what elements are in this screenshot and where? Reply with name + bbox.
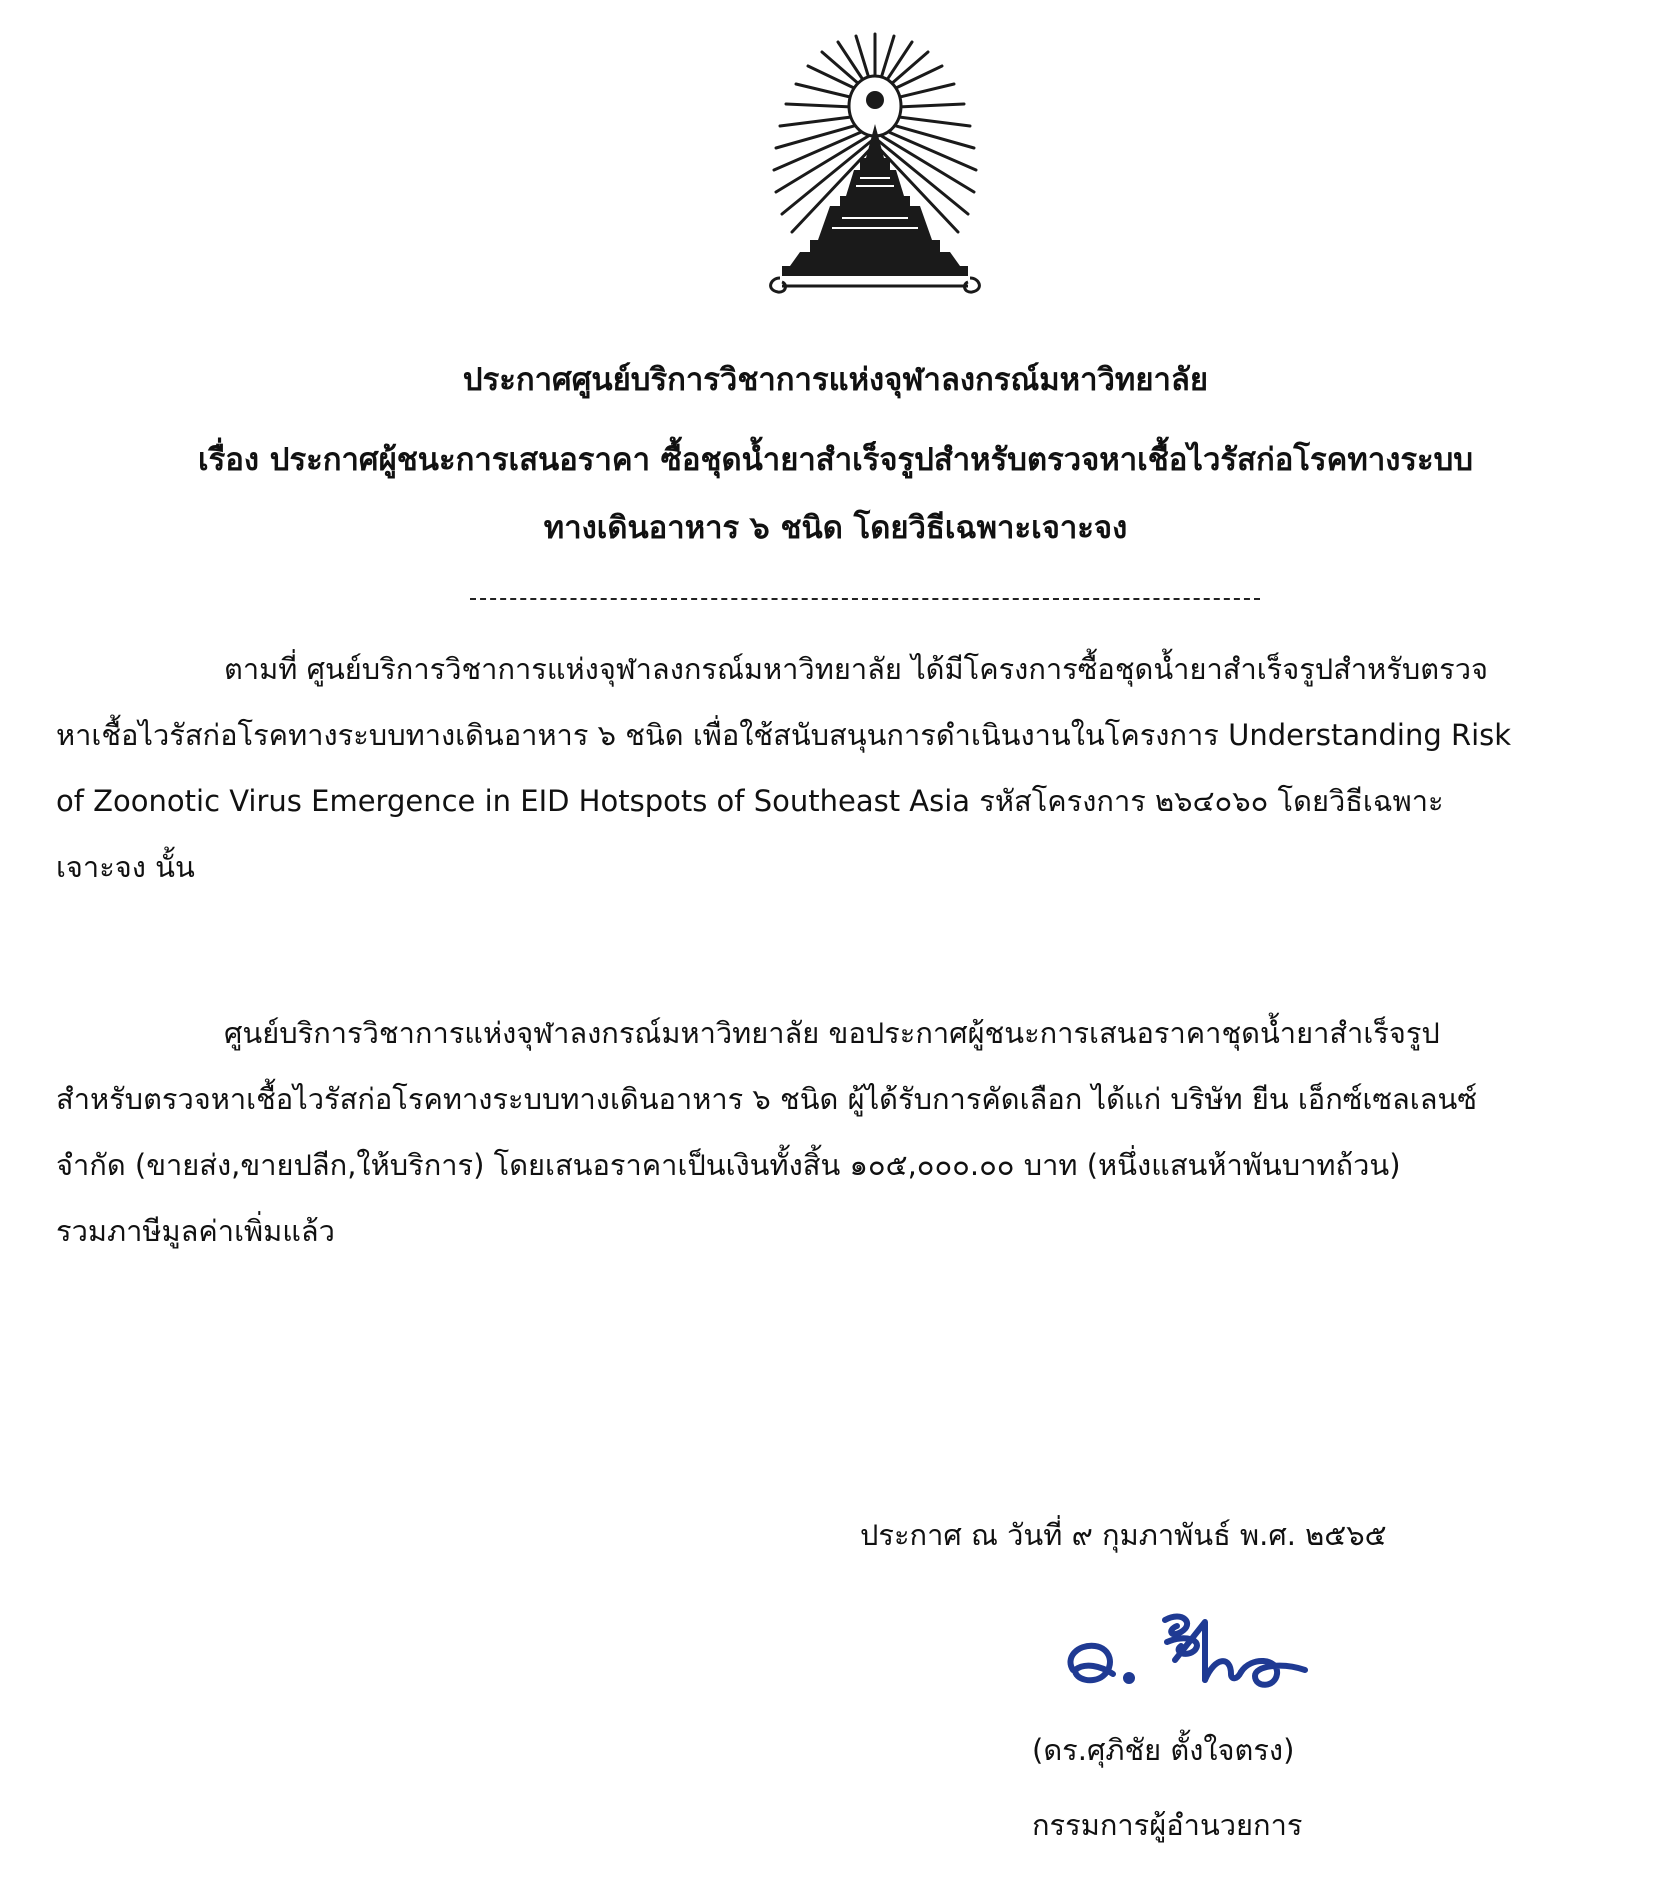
paragraph-line: ศูนย์บริการวิชาการแห่งจุฬาลงกรณ์มหาวิทยาลัย ขอประกาศผู้ชนะการเสนอราคาชุดน้ำยาสำเร็จรูป <box>224 1016 1440 1050</box>
signer-name: (ดร.ศุภิชัย ตั้งใจตรง) <box>1032 1733 1295 1767</box>
phra-kiao-emblem-icon <box>760 28 990 300</box>
university-emblem <box>760 28 990 300</box>
signature-icon <box>1055 1600 1325 1710</box>
announcement-title: ประกาศศูนย์บริการวิชาการแห่งจุฬาลงกรณ์มหาวิทยาลัย <box>462 362 1209 398</box>
paragraph-line: เจาะจง นั้น <box>56 850 195 884</box>
announcement-subject: เรื่อง ประกาศผู้ชนะการเสนอราคา ซื้อชุดน้ำยาสำเร็จรูปสำหรับตรวจหาเชื้อไวรัสก่อโรคทางระบบ <box>197 442 1474 478</box>
body-paragraph-2 <box>56 1000 1636 1264</box>
announcement-subject-continued: ทางเดินอาหาร ๖ ชนิด โดยวิธีเฉพาะเจาะจง <box>543 510 1128 546</box>
paragraph-line: จำกัด (ขายส่ง,ขายปลีก,ให้บริการ) โดยเสนอราคาเป็นเงินทั้งสิ้น ๑๐๕,๐๐๐.๐๐ บาท (หนึ่งแสนห้าพันบาทถ้วน) <box>56 1148 1401 1182</box>
paragraph-line: รวมภาษีมูลค่าเพิ่มแล้ว <box>56 1214 335 1248</box>
announcement-date: ประกาศ ณ วันที่ ๙ กุมภาพันธ์ พ.ศ. ๒๕๖๕ <box>860 1518 1387 1552</box>
paragraph-line: ตามที่ ศูนย์บริการวิชาการแห่งจุฬาลงกรณ์มหาวิทยาลัย ได้มีโครงการซื้อชุดน้ำยาสำเร็จรูปสำหรับตรวจ <box>224 652 1488 686</box>
signer-title: กรรมการผู้อำนวยการ <box>1032 1808 1303 1842</box>
paragraph-line: of Zoonotic Virus Emergence in EID Hotspots of Southeast Asia รหัสโครงการ ๒๖๔๐๖๐ โดยวิธีเฉพาะ <box>56 784 1444 818</box>
paragraph-line: หาเชื้อไวรัสก่อโรคทางระบบทางเดินอาหาร ๖ ชนิด เพื่อใช้สนับสนุนการดำเนินงานในโครงการ Understanding Risk <box>56 718 1512 752</box>
handwritten-signature <box>1055 1600 1325 1710</box>
paragraph-line: สำหรับตรวจหาเชื้อไวรัสก่อโรคทางระบบทางเดินอาหาร ๖ ชนิด ผู้ได้รับการคัดเลือก ได้แก่ บริษัท ยีน เอ็กซ์เซลเลนซ์ <box>56 1082 1477 1116</box>
body-paragraph-1 <box>56 636 1636 900</box>
dashed-divider <box>470 598 1260 600</box>
